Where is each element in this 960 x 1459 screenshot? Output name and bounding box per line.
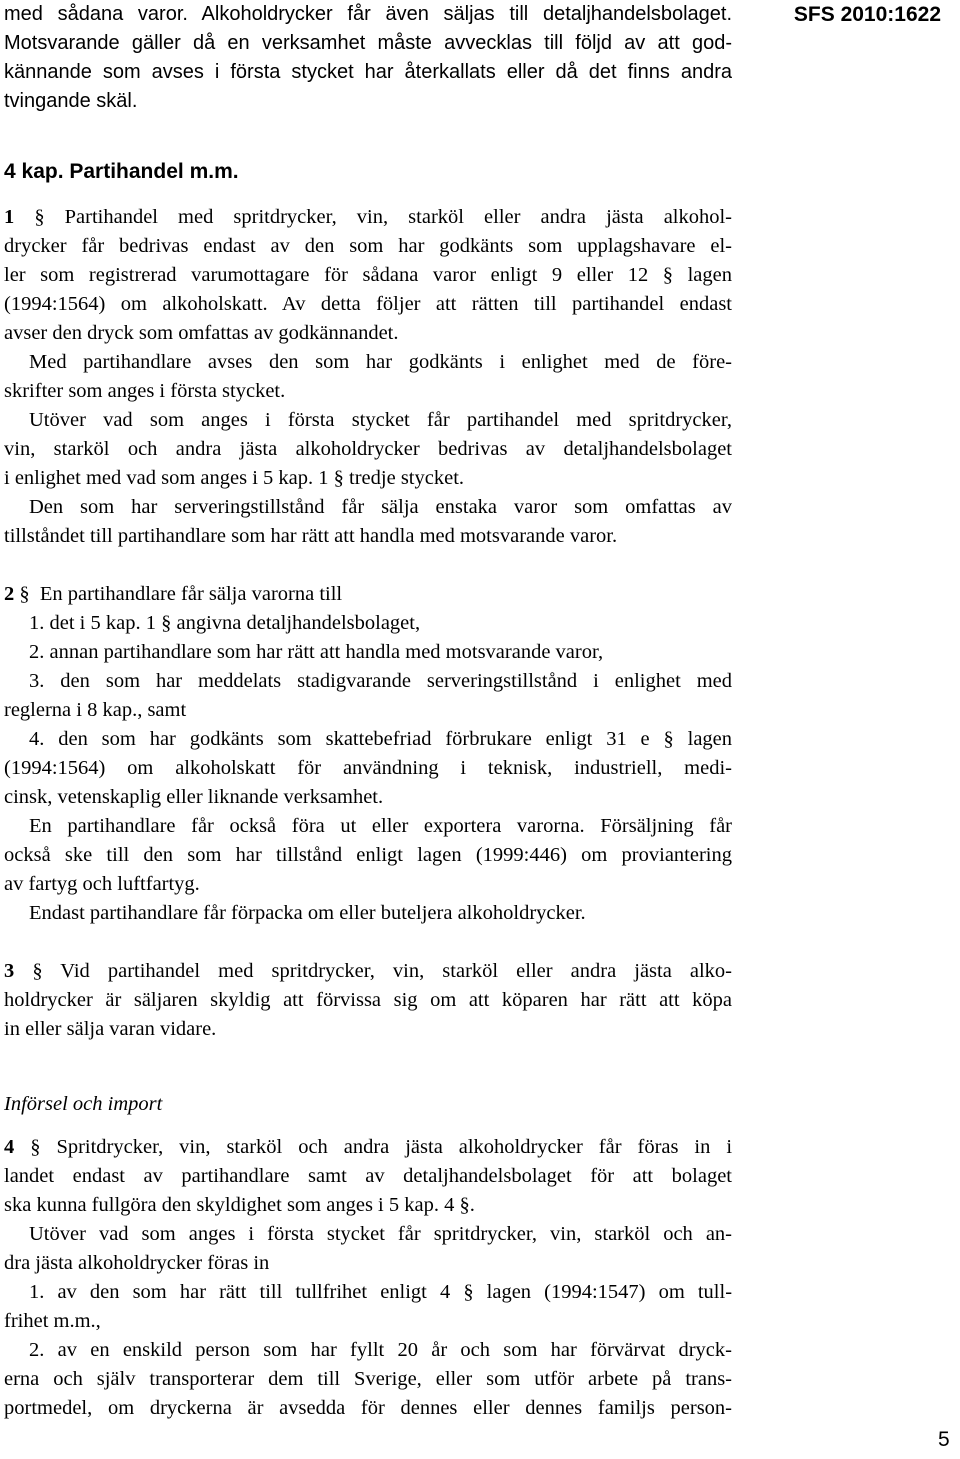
text-line: Med partihandlare avses den som har godkänts i enlighet med de före- bbox=[29, 351, 732, 373]
text-line: (1994:1564) om alkoholskatt för användning i teknisk, industriell, medi- bbox=[4, 757, 732, 779]
text-span: lagen (1994:1547) om tull- bbox=[486, 1281, 733, 1303]
text-line: holdrycker är säljaren skyldig att förvissa sig om att köparen har rätt att köpa bbox=[4, 989, 732, 1011]
section-2-line bbox=[4, 580, 732, 609]
text-span: i enlighet med vad som anges i 5 kap. 1 bbox=[4, 467, 329, 489]
text-span: ler som registrerad varumottagare för sådana varor enligt 9 eller 12 bbox=[4, 264, 649, 286]
section-1-line bbox=[4, 203, 732, 232]
subheading: Införsel och import bbox=[4, 1093, 163, 1115]
text-span: 4. den som har godkänts som skattebefriad förbrukare enligt 31 e bbox=[29, 728, 650, 750]
section-number: 2 bbox=[4, 583, 15, 605]
text-line bbox=[4, 261, 732, 290]
list-item bbox=[4, 1278, 732, 1307]
section-sign: § bbox=[663, 728, 674, 750]
text-line: cinsk, vetenskaplig eller liknande verksamhet. bbox=[4, 786, 384, 808]
text-line: också ske till den som har tillstånd enligt lagen (1999:446) om proviantering bbox=[4, 844, 732, 866]
chapter-heading: 4 kap. Partihandel m.m. bbox=[4, 160, 239, 183]
text-span: angivna detaljhandelsbolaget, bbox=[176, 612, 421, 634]
text-line: tvingande skäl. bbox=[4, 90, 138, 112]
text-line: frihet m.m., bbox=[4, 1310, 101, 1332]
section-3-line bbox=[4, 957, 732, 986]
text-line: portmedel, om dryckerna är avsedda för dennes eller dennes familjs person- bbox=[4, 1397, 732, 1419]
text-line: Motsvarande gäller då en verksamhet måste avvecklas till följd av att god- bbox=[4, 32, 732, 54]
section-text: Vid partihandel med spritdrycker, vin, starköl eller andra jästa alko- bbox=[60, 960, 732, 982]
list-item: 2. av en enskild person som har fyllt 20 år och som har förvärvat dryck- bbox=[29, 1339, 732, 1361]
sfs-number: SFS 2010:1622 bbox=[793, 3, 941, 26]
text-span: lagen bbox=[687, 728, 733, 750]
section-sign: § bbox=[459, 1194, 470, 1216]
section-text: Partihandel med spritdrycker, vin, starköl eller andra jästa alkohol- bbox=[64, 206, 733, 228]
text-line: erna och själv transporterar dem till Sverige, eller som utför arbete på trans- bbox=[4, 1368, 732, 1390]
section-number: 4 bbox=[4, 1136, 15, 1158]
text-line: (1994:1564) om alkoholskatt. Av detta följer att rätten till partihandel endast bbox=[4, 293, 732, 315]
section-sign: § bbox=[662, 264, 674, 286]
page-number: 5 bbox=[938, 1428, 950, 1451]
text-line: Utöver vad som anges i första stycket får spritdrycker, vin, starköl och an- bbox=[29, 1223, 732, 1245]
list-item: 2. annan partihandlare som har rätt att handla med motsvarande varor, bbox=[29, 641, 604, 663]
text-line bbox=[4, 464, 732, 493]
text-line: drycker får bedrivas endast av den som har godkänts som upplagshavare el- bbox=[4, 235, 732, 257]
text-line: reglerna i 8 kap., samt bbox=[4, 699, 187, 721]
text-line: vin, starköl och andra jästa alkoholdrycker bedrivas av detaljhandelsbolaget bbox=[4, 438, 732, 460]
list-item: 3. den som har meddelats stadigvarande serveringstillstånd i enlighet med bbox=[29, 670, 732, 692]
section-sign: § bbox=[30, 1136, 41, 1158]
text-line: Endast partihandlare får förpacka om eller buteljera alkoholdrycker. bbox=[29, 902, 586, 924]
section-number: 1 bbox=[4, 206, 15, 228]
text-line: in eller sälja varan vidare. bbox=[4, 1018, 217, 1040]
text-line: kännande som avses i första stycket har återkallats eller då det finns andra bbox=[4, 61, 732, 83]
text-line: En partihandlare får också föra ut eller exportera varorna. Försäljning får bbox=[29, 815, 732, 837]
text-span: 1. av den som har rätt till tullfrihet enligt 4 bbox=[29, 1281, 451, 1303]
text-line: Utöver vad som anges i första stycket får partihandel med spritdrycker, bbox=[29, 409, 732, 431]
section-sign: § bbox=[161, 612, 172, 634]
section-sign: § bbox=[32, 960, 43, 982]
text-span: . bbox=[469, 1194, 475, 1216]
text-line: landet endast av partihandlare samt av detaljhandelsbolaget för att bolaget bbox=[4, 1165, 732, 1187]
text-line: skrifter som anges i första stycket. bbox=[4, 380, 286, 402]
section-text: En partihandlare får sälja varorna till bbox=[39, 583, 343, 605]
text-span: tredje stycket. bbox=[349, 467, 465, 489]
section-number: 3 bbox=[4, 960, 15, 982]
text-span: lagen bbox=[687, 264, 732, 286]
list-item bbox=[4, 609, 732, 638]
text-line: Den som har serveringstillstånd får sälja enstaka varor som omfattas av bbox=[29, 496, 732, 518]
text-line: med sådana varor. Alkoholdrycker får även säljas till detaljhandelsbolaget. bbox=[4, 3, 732, 25]
text-span: 1. det i 5 kap. 1 bbox=[29, 612, 156, 634]
section-text: Spritdrycker, vin, starköl och andra jästa alkoholdrycker får föras in i bbox=[56, 1136, 733, 1158]
section-sign: § bbox=[463, 1281, 474, 1303]
text-line: dra jästa alkoholdrycker föras in bbox=[4, 1252, 270, 1274]
text-line: tillståndet till partihandlare som har rätt att handla med motsvarande varor. bbox=[4, 525, 618, 547]
text-span: ska kunna fullgöra den skyldighet som anges i 5 kap. 4 bbox=[4, 1194, 455, 1216]
list-item bbox=[4, 725, 732, 754]
text-line: avser den dryck som omfattas av godkännandet. bbox=[4, 322, 399, 344]
section-sign: § bbox=[333, 467, 344, 489]
text-line bbox=[4, 1191, 732, 1220]
section-sign: § bbox=[19, 583, 30, 605]
section-4-line bbox=[4, 1133, 732, 1162]
section-sign: § bbox=[34, 206, 45, 228]
text-line: av fartyg och luftfartyg. bbox=[4, 873, 200, 895]
